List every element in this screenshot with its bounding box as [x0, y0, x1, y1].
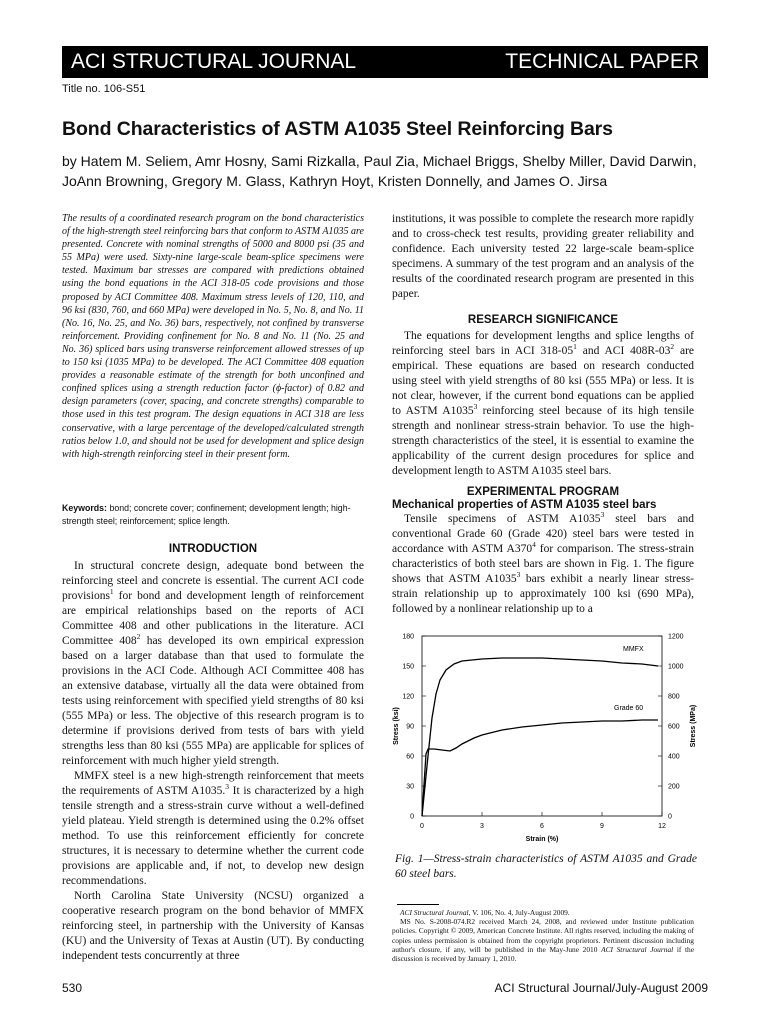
y-tick-label: 120: [402, 693, 414, 701]
y-tick-label-right: 400: [668, 753, 680, 761]
journal-footer: ACI Structural Journal/July-August 2009: [494, 981, 708, 995]
research-significance-heading: RESEARCH SIGNIFICANCE: [467, 314, 619, 326]
intro-paragraph: MMFX steel is a new high-strength reinforcement that meets the requirements of ASTM A1035.$^3$ It is characterized by a high tensile strength and a stress-strain curve without a well-defined yield plateau. Yield strength is determined using the 0.2% offset method. To use this reinforcement efficiently for concrete structures, it is necessary to determine whether the current code provisions are applicable and, if not, to develop new design recommendations.: [62, 770, 364, 887]
x-tick-label: 9: [600, 823, 604, 830]
y-axis-label: Stress (ksi): [393, 707, 400, 745]
continued-paragraph: institutions, it was possible to complete the research more rapidly and to cross-check test results, providing greater reliability and confidence. Each university tested 22 large-scale beam-splice specimens. A summary of the test program and an analysis of the results of the coordinated research program are presented in this paper.: [392, 213, 694, 300]
research-significance-body: The equations for development lengths and splice lengths of reinforcing steel bars in ACI $318-05^1$ and ACI $408R-03^2$ are empirical. These equations are based on research conducted using steel with yield strengths of 80 ksi (555 MPa) or less. It is not clear, however, if the current bond equations can be applied to ASTM A1035$^3$ reinforcing steel because of its high tensile strength and nonlinear stress-strain behavior. To use the high-strength characteristics of the steel, it is essential to examine the applicability of the current design procedures for splice and development length to ASTM A1035 steel bars.: [392, 330, 695, 477]
x-axis-label: Strain (%): [525, 836, 559, 843]
paper-type: TECHNICAL PAPER: [505, 50, 699, 73]
footnote-rule: [397, 904, 439, 905]
series-line-grade-60: [422, 720, 658, 816]
x-tick-label: 6: [540, 823, 544, 830]
title-number: Title no. 106-S51: [62, 83, 146, 95]
y-axis-label-right: Stress (MPa): [690, 704, 697, 748]
keywords-label: Keywords:: [62, 503, 107, 513]
intro-paragraph: In structural concrete design, adequate bond between the reinforcing steel and concrete is essential. The current ACI code provisions$^1$ for bond and development length of reinforcement are empirical relationships based on the reports of ACI Committee 408 and other publications in the literature. ACI Committee $408^2$ has developed its own empirical expression based on a larger database than that used to formulate the provisions in the ACI Code. Although ACI Committee 408 has an extensive database, virtually all the data were obtained from tests using reinforcement with specified yield strengths of 80 ksi (555 MPa) or less. The objective of this research program is to determine if provisions derived from tests of bars with yield strengths less than 80 ksi (555 MPa) are applicable for splices of reinforcement with much higher yield strength.: [62, 560, 364, 767]
y-tick-label: 150: [402, 663, 414, 671]
series-label-grade-60: Grade 60: [614, 705, 644, 712]
experimental-program-heading: EXPERIMENTAL PROGRAM: [466, 486, 620, 498]
y-tick-label: 90: [406, 723, 414, 731]
introduction-body: [62, 559, 364, 964]
keywords-text: bond; concrete cover; confinement; development length; high-strength steel; reinforcement; splice length.: [62, 503, 351, 526]
keywords: [62, 502, 364, 527]
figure-caption: Fig. 1—Stress-strain characteristics of ASTM A1035 and Grade 60 steel bars.: [395, 853, 697, 880]
y-tick-label-right: 0: [668, 813, 672, 821]
y-tick-label-right: 200: [668, 783, 680, 791]
mechanical-properties-subheading: Mechanical properties of ASTM A1035 steel bars: [392, 499, 657, 511]
x-tick-label: 12: [658, 823, 666, 830]
x-tick-label: 0: [420, 823, 424, 830]
y-tick-label-right: 1000: [668, 663, 684, 671]
journal-banner: [62, 46, 708, 78]
experimental-body: Tensile specimens of ASTM A1035$^3$ steel bars and conventional Grade 60 (Grade 420) steel bars were tested in accordance with ASTM $A370^4$ for comparison. The stress-strain characteristics of both steel bars are shown in Fig. 1. The figure shows that ASTM A1035$^3$ bars exhibit a nearly linear stress-strain relationship up to approximately 100 ksi (690 MPa), followed by a nonlinear relationship up to a: [392, 510, 694, 615]
author-list: by Hatem M. Seliem, Amr Hosny, Sami Rizkalla, Paul Zia, Michael Briggs, Shelby Miller, David Darwin, JoAnn Browning, Gregory M. Glass, Kathryn Hoyt, Kristen Donnelly, and James O. Jirsa: [62, 153, 697, 189]
y-tick-label-right: 1200: [668, 633, 684, 641]
y-tick-label: 60: [406, 753, 414, 761]
paper-title: Bond Characteristics of ASTM A1035 Steel Reinforcing Bars: [62, 118, 613, 140]
x-tick-label: 3: [480, 823, 484, 830]
stress-strain-chart: [370, 628, 710, 850]
intro-paragraph: North Carolina State University (NCSU) organized a cooperative research program on the bond behavior of MMFX reinforcing steel, in partnership with the University of Kansas (KU) and the University of Texas at Austin (UT). By conducting independent tests concurrently at three: [62, 890, 364, 962]
series-label-mmfx: MMFX: [623, 646, 644, 653]
y-tick-label: 0: [410, 813, 414, 821]
series-line-mmfx: [422, 658, 658, 816]
abstract: The results of a coordinated research program on the bond characteristics of the high-strength steel reinforcing bars that conform to ASTM A1035 are presented. Concrete with nominal strengths of 5000 and 8000 psi (35 and 55 MPa) were used. Sixty-nine large-scale beam-splice specimens were tested. Maximum bar stresses are compared with predictions obtained using the bond equations in the ACI 318-05 code provisions and those proposed by ACI Committee 408. Maximum stress levels of 120, 110, and 96 ksi (830, 760, and 660 MPa) were developed in No. 5, No. 8, and No. 11 (No. 16, No. 25, and No. 36) bars, respectively, not confined by transverse reinforcement. Providing confinement for No. 8 and No. 11 (No. 25 and No. 36) spliced bars using transverse reinforcement allowed stresses of up to 150 ksi (1035 MPa) to be developed. The ACI Committee 408 equation provides a reasonable estimate of the strength for both unconfined and confined splices using a strength reduction factor (ϕ-factor) of 0.82 and design parameters (cover, spacing, and concrete strengths) comparable to those used in this test program. The design equations in ACI 318 are less conservative, with a large percentage of the developed/calculated strength ratios below 1.0, and should not be used for development and splice design with high-strength reinforcing steel in their present form.: [62, 213, 364, 460]
y-tick-label-right: 600: [668, 723, 680, 731]
introduction-heading: INTRODUCTION: [168, 543, 258, 555]
y-tick-label: 180: [402, 633, 414, 641]
page-number: 530: [62, 981, 83, 995]
footnote: ACI Structural Journal, V. 106, No. 4, July-August 2009. MS No. S-2008-074.R2 received March 24, 2008, and reviewed under Institute publication policies. Copyright © 2009, American Concrete Institute. All rights reserved, including the making of copies unless permission is obtained from the copyright proprietors. Pertinent discussion including author's closure, if any, will be published in the May-June 2010 ACI Structural Journal if the discussion is received by January 1, 2010.: [392, 908, 694, 964]
y-tick-label: 30: [406, 783, 414, 791]
journal-name: ACI STRUCTURAL JOURNAL: [71, 50, 357, 73]
y-tick-label-right: 800: [668, 693, 680, 701]
